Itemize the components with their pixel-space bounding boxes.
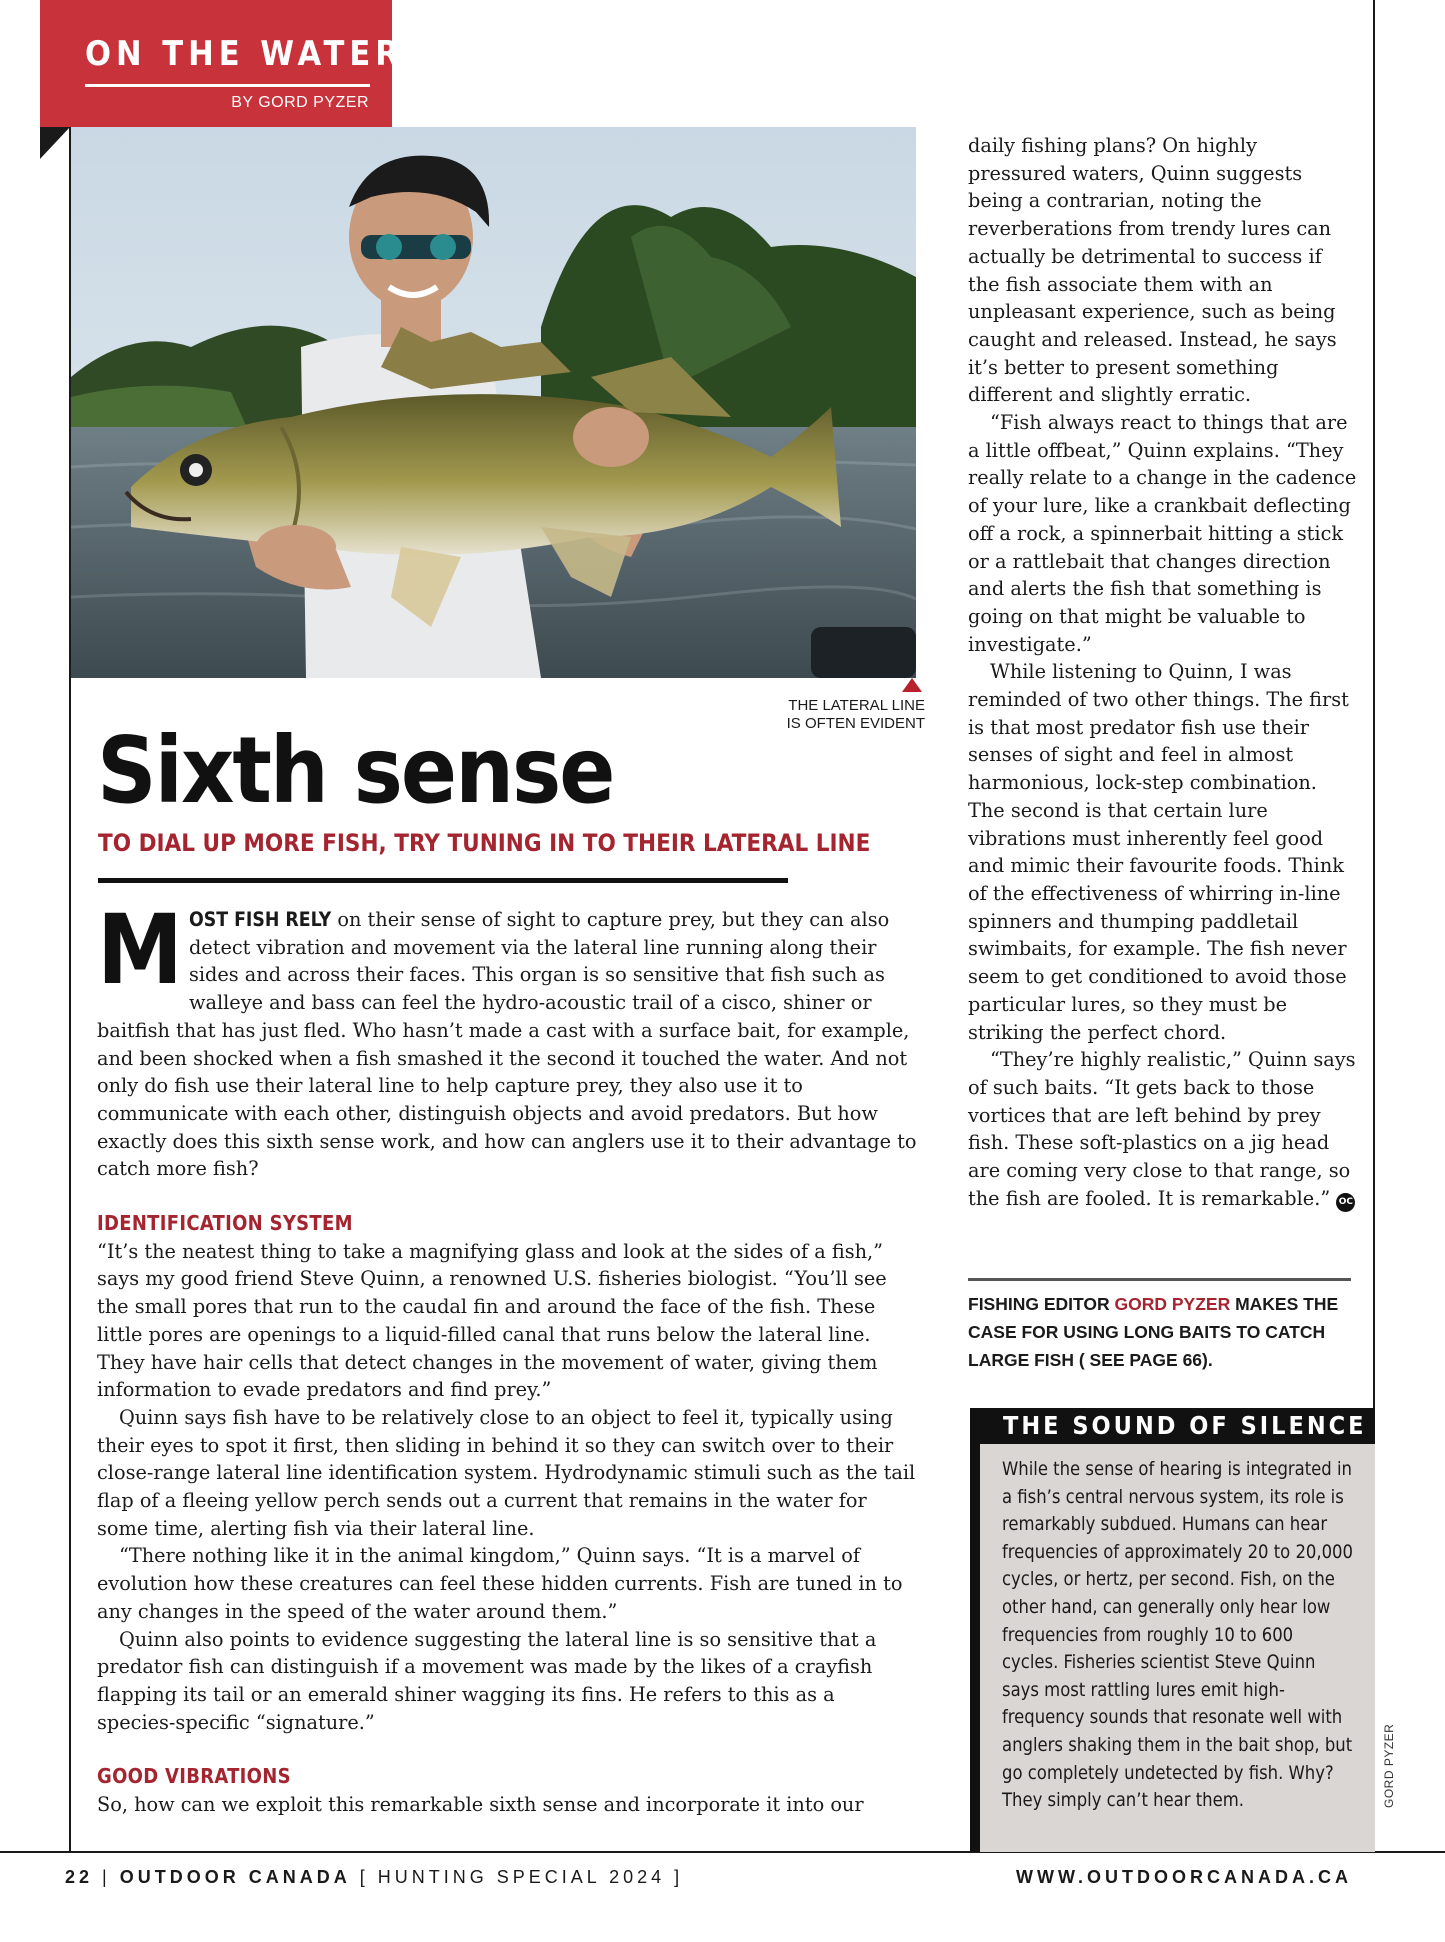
promo-rule xyxy=(968,1278,1351,1281)
paragraph-4: “There nothing like it in the animal kingdom,” Quinn says. “It is a marvel of evolution how these creatures can feel these hidden currents. Fish are tuned in to any changes in the speed of the water around them.” xyxy=(97,1544,903,1623)
photo-caption xyxy=(760,697,925,733)
paragraph-1-text: on their sense of sight to capture prey, but they can also detect vibration and movement via the lateral line running along their sides and across their faces. This organ is so sensitive that fish such as walleye and bass can feel the hydro-acoustic trail of a cisco, shiner or baitfish that has just fled. Who hasn’t made a cast with a surface bait, for example, and been shocked when a fish smashed it the second it touched the water. And not only do fish use their lateral line to help capture prey, they also use it to communicate with each other, distinguish objects and avoid predators. But how exactly does this sixth sense work, and how can anglers use it to their advantage to catch more fish? xyxy=(97,908,917,1181)
issue-name: [ HUNTING SPECIAL 2024 ] xyxy=(350,1867,684,1887)
article-column-2 xyxy=(968,132,1358,1212)
paragraph-7: daily fishing plans? On highly pressured waters, Quinn suggests being a contrarian, noting the reverberations from trendy lures can actually be detrimental to success if the fish associate them with an unpleasant experience, such as being caught and released. Instead, he says it’s better to present something different and slightly erratic. xyxy=(968,134,1337,407)
paragraph-5: Quinn also points to evidence suggesting the lateral line is so sensitive that a predator fish can distinguish if a movement was made by the likes of a crayfish flapping its tail or an emerald shiner wagging its fins. He refers to this as a species-specific “signature.” xyxy=(97,1627,877,1734)
paragraph-9: While listening to Quinn, I was reminded of two other things. The first is that most predator fish use their senses of sight and feel in almost harmonious, lock-step combination. The second is that certain lure vibrations must inherently feel good and mimic their favourite foods. Think of the effectiveness of whirring in-line spinners and thumping paddletail swimbaits, for example. The fish never seem to get conditioned to avoid those particular lures, so they must be striking the perfect chord. xyxy=(968,660,1349,1044)
page-number: 22 xyxy=(65,1867,94,1887)
caption-marker xyxy=(902,678,922,692)
subhead-identification-system: IDENTIFICATION SYSTEM xyxy=(97,1211,353,1236)
paragraph-1 xyxy=(97,894,917,1183)
subhead-good-vibrations: GOOD VIBRATIONS xyxy=(97,1764,291,1789)
promo-author: GORD PYZER xyxy=(1114,1294,1231,1314)
paragraph-2: “It’s the neatest thing to take a magnifying glass and look at the sides of a fish,” says my good friend Steve Quinn, a renowned U.S. fisheries biologist. “You’ll see the small pores that run to the caudal fin and around the face of the fish. These little pores are openings to a liquid-filled canal that runs below the lateral line. They have hair cells that detect changes in the movement of water, giving them information to evade predators and find prey.” xyxy=(97,1239,887,1402)
section-title-rule xyxy=(85,84,370,87)
caption-line-1: THE LATERAL LINE xyxy=(788,697,925,714)
walleye-photo xyxy=(71,127,916,678)
magazine-name: OUTDOOR CANADA xyxy=(119,1867,351,1887)
paragraph-6: So, how can we exploit this remarkable sixth sense and incorporate it into our xyxy=(97,1793,864,1817)
photo-credit: GORD PYZER xyxy=(1382,1723,1396,1808)
drop-cap: M xyxy=(97,894,183,1006)
promo-text-1: FISHING EDITOR xyxy=(968,1294,1115,1314)
website-url: WWW.OUTDOORCANADA.CA xyxy=(1016,1867,1352,1887)
end-mark-icon: OC xyxy=(1336,1193,1355,1212)
tab-fold-corner xyxy=(40,127,70,159)
caption-line-2: IS OFTEN EVIDENT xyxy=(786,715,925,732)
paragraph-10 xyxy=(968,1046,1358,1212)
promo-text-2: MAKES THE CASE FOR USING LONG BAITS TO CATCH LARGE FISH ( SEE PAGE 66). xyxy=(968,1294,1339,1370)
folio-separator: | xyxy=(93,1867,120,1887)
byline: BY GORD PYZER xyxy=(231,94,369,111)
article-column-1 xyxy=(97,894,917,1819)
paragraph-10-text: “They’re highly realistic,” Quinn says of such baits. “It gets back to those vortices that are left behind by prey fish. These soft-plastics on a jig head are coming very close to that range, so the fish are fooled. It is remarkable.” xyxy=(968,1048,1356,1210)
footer-folio xyxy=(65,1867,683,1888)
lead-in: OST FISH RELY xyxy=(188,908,332,931)
promo-note xyxy=(968,1290,1353,1374)
sidebar-text: While the sense of hearing is integrated in a fish’s central nervous system, its role is remarkably subdued. Humans can hear frequencies of approximately 20 to 20,000 cycles, or hertz, per second. Fish, on the other hand, can generally only hear low frequencies from roughly 10 to 600 cycles. Fisheries scientist Steve Quinn says most rattling lures emit high-frequency sounds that resonate well with anglers shaking them in the bait shop, but go completely undetected by fish. Why? They simply can’t hear them. xyxy=(1002,1459,1353,1812)
section-title: ON THE WATER xyxy=(85,34,404,74)
paragraph-3: Quinn says fish have to be relatively close to an object to feel it, typically using their eyes to spot it first, then sliding in behind it so they can switch over to their close-range lateral line identification system. Hydrodynamic stimuli such as the tail flap of a fleeing yellow perch sends out a current that remains in the water for some time, alerting fish via their lateral line. xyxy=(97,1405,916,1540)
dek-rule xyxy=(98,878,788,883)
paragraph-8: “Fish always react to things that are a little offbeat,” Quinn explains. “They really relate to a change in the cadence of your lure, like a crankbait deflecting off a rock, a spinnerbait hitting a stick or a rattlebait that changes direction and alerts the fish that something is going on that might be valuable to investigate.” xyxy=(968,411,1357,656)
headline: Sixth sense xyxy=(97,717,614,824)
dek: TO DIAL UP MORE FISH, TRY TUNING IN TO THEIR LATERAL LINE xyxy=(98,829,871,857)
sidebar-title: THE SOUND OF SILENCE xyxy=(1003,1411,1367,1440)
